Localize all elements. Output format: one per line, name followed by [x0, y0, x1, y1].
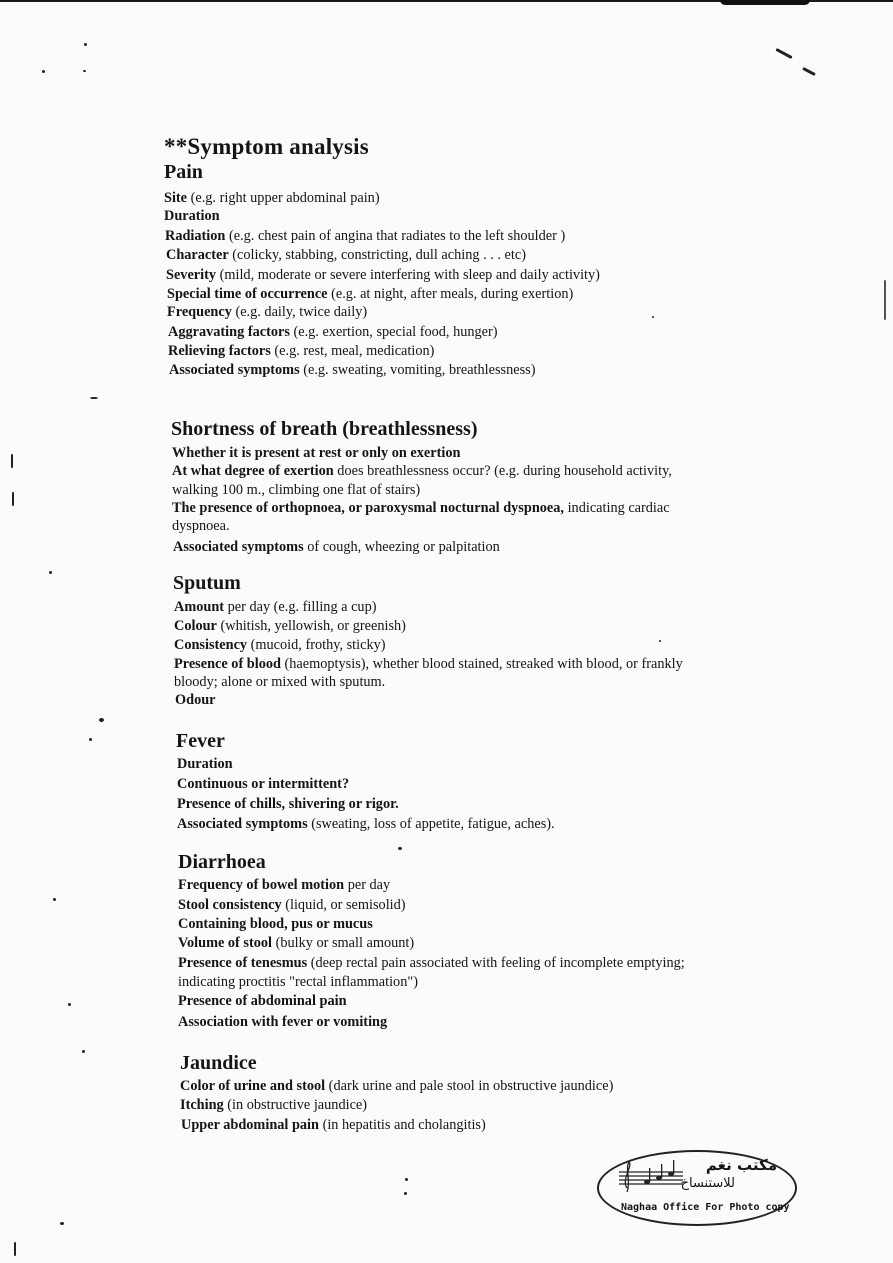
diarrhoea-line: Frequency of bowel motion per day — [178, 877, 391, 893]
scan-speck — [90, 397, 98, 399]
scan-speck — [652, 316, 654, 318]
diarrhoea-line: Volume of stool (bulky or small amount) — [178, 935, 415, 951]
diarrhoea-line: Containing blood, pus or mucus — [178, 916, 373, 932]
stamp-arabic-title: مكتب نغم — [705, 1156, 777, 1174]
breath-line: The presence of orthopnoea, or paroxysmal nocturnal dyspnoea, indicating cardiac — [172, 500, 670, 516]
sputum-line: Odour — [175, 692, 216, 708]
scan-speck — [775, 48, 792, 59]
scan-speck — [49, 571, 52, 574]
jaundice-line: Upper abdominal pain (in hepatitis and cholangitis) — [181, 1117, 486, 1133]
scan-speck — [99, 718, 104, 722]
stamp-arabic-subtitle: للاستنساخ — [680, 1176, 735, 1191]
section-title-pain: Pain — [164, 161, 203, 183]
scan-speck — [398, 847, 402, 850]
scan-speck — [12, 492, 14, 506]
fever-line: Presence of chills, shivering or rigor. — [177, 796, 399, 812]
scan-speck — [42, 70, 45, 73]
pain-line: Site (e.g. right upper abdominal pain) — [164, 190, 380, 206]
sputum-line: Presence of blood (haemoptysis), whether blood stained, streaked with blood, or frankly — [174, 656, 683, 672]
jaundice-line: Itching (in obstructive jaundice) — [180, 1097, 368, 1113]
section-title-breath: Shortness of breath (breathlessness) — [171, 418, 478, 440]
scan-speck — [89, 738, 92, 741]
breath-line: Whether it is present at rest or only on exertion — [172, 445, 461, 461]
diarrhoea-line: Presence of abdominal pain — [178, 993, 347, 1009]
sputum-line: bloody; alone or mixed with sputum. — [174, 674, 386, 690]
stamp-music-notes-icon — [617, 1160, 687, 1196]
pain-line: Relieving factors (e.g. rest, meal, medication) — [168, 343, 435, 359]
scan-speck — [659, 640, 661, 642]
photocopy-office-stamp — [597, 1150, 797, 1226]
fever-line: Continuous or intermittent? — [177, 776, 350, 792]
page-heading: **Symptom analysis — [164, 134, 369, 159]
breath-line: Associated symptoms of cough, wheezing or palpitation — [173, 539, 500, 555]
scan-speck — [14, 1242, 16, 1256]
scan-speck — [84, 43, 87, 46]
scan-speck — [405, 1178, 408, 1181]
fever-line: Associated symptoms (sweating, loss of appetite, fatigue, aches). — [177, 816, 555, 832]
breath-line: At what degree of exertion does breathlessness occur? (e.g. during household activity, — [172, 463, 672, 479]
scan-speck — [11, 454, 13, 468]
pain-line: Severity (mild, moderate or severe interfering with sleep and daily activity) — [166, 267, 600, 283]
section-title-jaundice: Jaundice — [180, 1052, 257, 1074]
diarrhoea-line: indicating proctitis "rectal inflammation") — [178, 974, 418, 990]
sputum-line: Consistency (mucoid, frothy, sticky) — [174, 637, 386, 653]
scan-speck — [884, 280, 886, 320]
scan-speck — [82, 1050, 85, 1053]
section-title-fever: Fever — [176, 730, 225, 752]
section-title-sputum: Sputum — [173, 572, 241, 594]
pain-line: Associated symptoms (e.g. sweating, vomiting, breathlessness) — [169, 362, 536, 378]
sputum-line: Colour (whitish, yellowish, or greenish) — [174, 618, 406, 634]
scan-speck — [68, 1003, 71, 1006]
scan-top-smudge — [720, 0, 810, 5]
stamp-english-text: Naghaa Office For Photo copy — [621, 1202, 790, 1213]
breath-line: dyspnoea. — [172, 518, 230, 534]
scan-speck — [404, 1192, 407, 1195]
pain-line: Radiation (e.g. chest pain of angina that radiates to the left shoulder ) — [165, 228, 566, 244]
fever-line: Duration — [177, 756, 233, 772]
jaundice-line: Color of urine and stool (dark urine and pale stool in obstructive jaundice) — [180, 1078, 614, 1094]
sputum-line: Amount per day (e.g. filling a cup) — [174, 599, 377, 615]
pain-line: Frequency (e.g. daily, twice daily) — [167, 304, 368, 320]
pain-line: Character (colicky, stabbing, constricting, dull aching . . . etc) — [166, 247, 526, 263]
diarrhoea-line: Stool consistency (liquid, or semisolid) — [178, 897, 406, 913]
breath-line: walking 100 m., climbing one flat of stairs) — [172, 482, 421, 498]
diarrhoea-line: Presence of tenesmus (deep rectal pain associated with feeling of incomplete emptying; — [178, 955, 685, 971]
scan-speck — [60, 1222, 64, 1225]
section-title-diarrhoea: Diarrhoea — [178, 851, 266, 873]
scan-speck — [53, 898, 56, 901]
scan-speck — [83, 70, 86, 72]
diarrhoea-line: Association with fever or vomiting — [178, 1014, 388, 1030]
pain-line: Duration — [164, 208, 220, 224]
scan-speck — [802, 67, 816, 76]
pain-line: Special time of occurrence (e.g. at night, after meals, during exertion) — [167, 286, 574, 302]
pain-line: Aggravating factors (e.g. exertion, special food, hunger) — [168, 324, 498, 340]
